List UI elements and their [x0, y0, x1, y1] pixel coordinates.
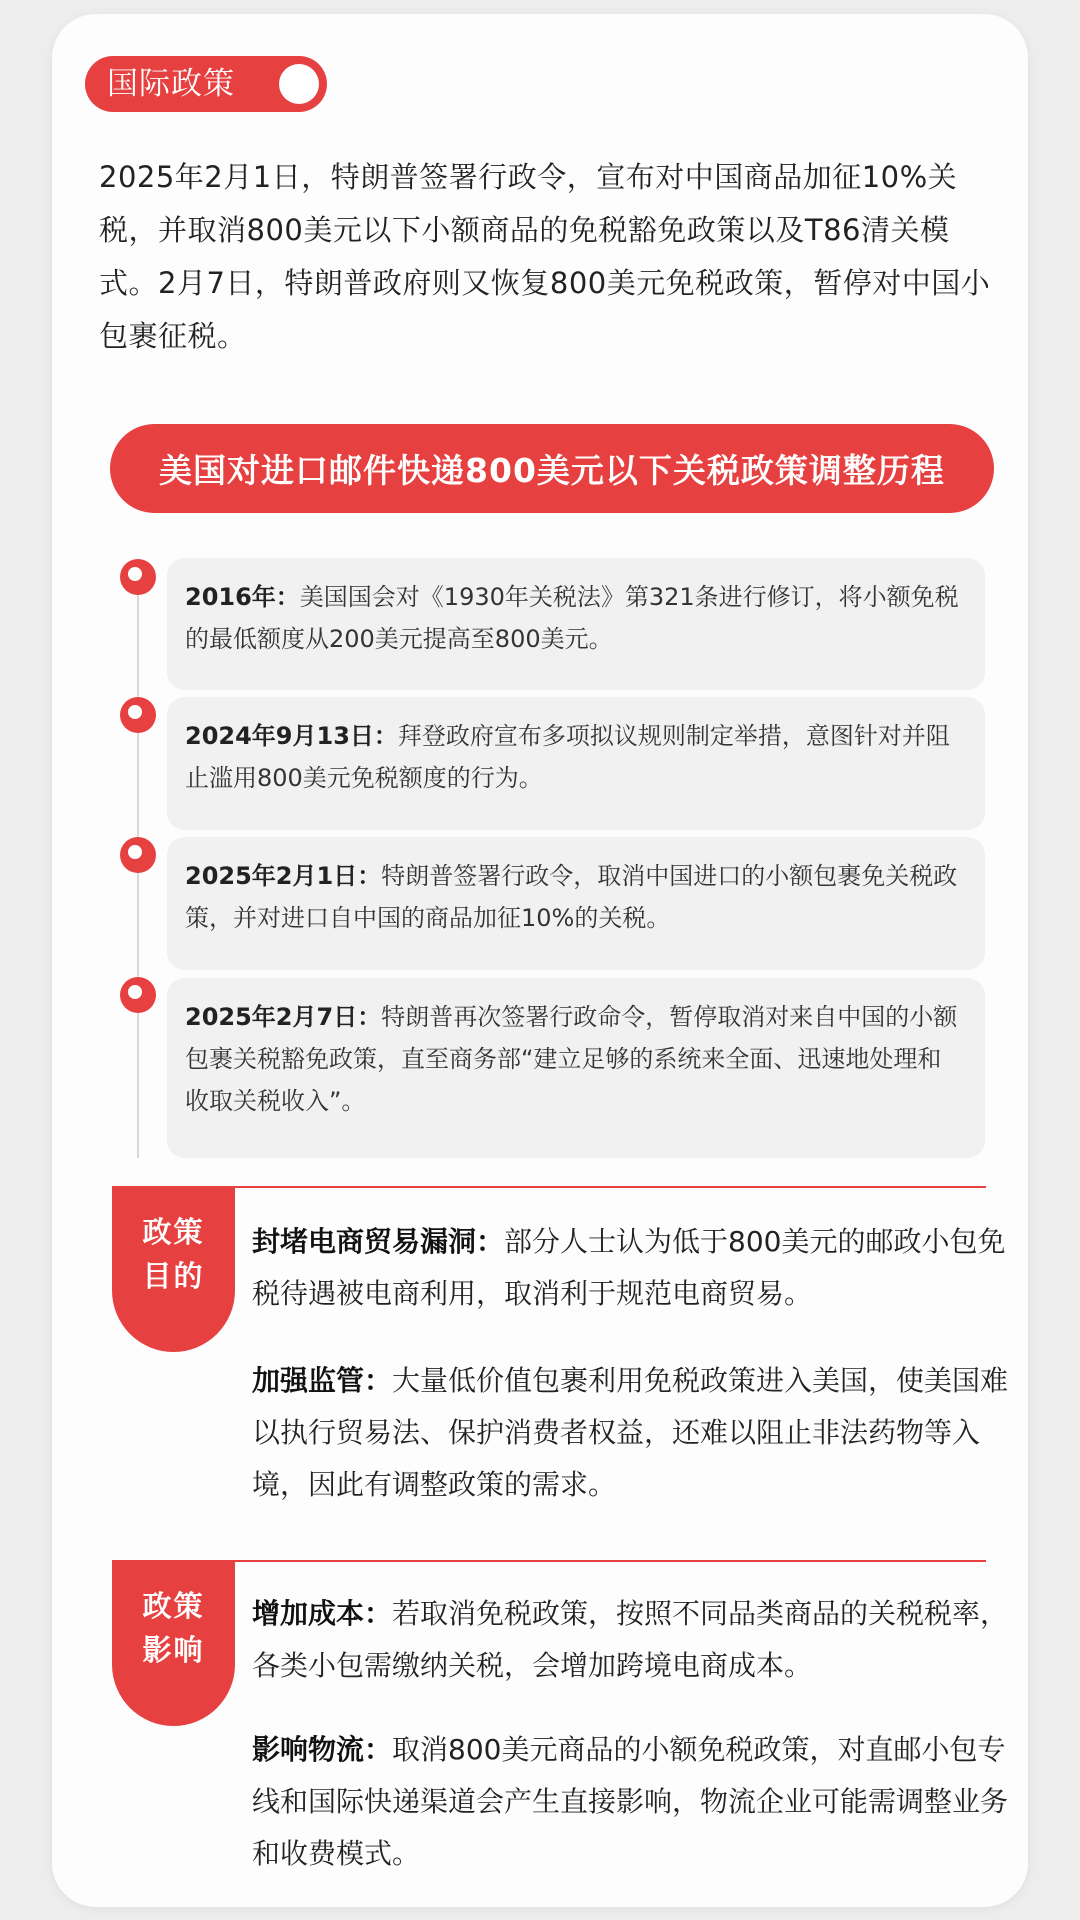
section-tag-label: 国际政策: [107, 66, 235, 102]
impact-item-text: 若取消免税政策，按照不同品类商品的关税税率，各类小包需缴纳关税，会增加跨境电商成本。: [252, 1597, 1009, 1682]
timeline-item: [167, 697, 985, 830]
purpose-tab: [112, 1188, 235, 1352]
timeline-banner-title: 美国对进口邮件快递800美元以下关税政策调整历程: [159, 451, 945, 490]
timeline-item: [167, 837, 985, 970]
tag-circle-icon: [279, 64, 319, 104]
timeline-dot-icon: [120, 837, 156, 873]
intro-paragraph: 2025年2月1日，特朗普签署行政令，宣布对中国商品加征10%关税，并取消800美元以下小额商品的免税豁免政策以及T86清关模式。2月7日，特朗普政府则又恢复800美元免税政策，暂停对中国小包裹征税。: [99, 160, 991, 353]
purpose-item: [252, 1355, 1012, 1511]
timeline-item: [167, 558, 985, 690]
timeline-dot-icon: [120, 559, 156, 595]
impact-item-title: 增加成本：: [252, 1597, 393, 1630]
timeline-text: 拜登政府宣布多项拟议规则制定举措，意图针对并阻止滥用800美元免税额度的行为。: [185, 722, 950, 792]
impact-tab-label: 政策影响: [142, 1589, 205, 1667]
impact-item: [252, 1724, 1012, 1880]
timeline-text: 美国国会对《1930年关税法》第321条进行修订，将小额免税的最低额度从200美元提高至800美元。: [185, 583, 959, 653]
timeline-item: [167, 978, 985, 1158]
purpose-item-title: 封堵电商贸易漏洞：: [252, 1225, 505, 1258]
purpose-item-text: 部分人士认为低于800美元的邮政小包免税待遇被电商利用，取消利于规范电商贸易。: [252, 1225, 1006, 1310]
timeline-line: [137, 592, 139, 1158]
purpose-item: [252, 1216, 1012, 1320]
impact-item: [252, 1588, 1012, 1692]
timeline-dot-icon: [120, 977, 156, 1013]
timeline-date: 2024年9月13日：: [185, 722, 398, 750]
purpose-tab-label: 政策目的: [142, 1215, 205, 1293]
impact-tab: [112, 1562, 235, 1726]
impact-item-title: 影响物流：: [252, 1733, 393, 1766]
impact-item-text: 取消800美元商品的小额免税政策，对直邮小包专线和国际快递渠道会产生直接影响，物流企业可能需调整业务和收费模式。: [252, 1733, 1009, 1870]
timeline-date: 2016年：: [185, 583, 300, 611]
timeline-text: 特朗普签署行政令，取消中国进口的小额包裹免关税政策，并对进口自中国的商品加征10%的关税。: [185, 862, 958, 932]
content-card: [52, 14, 1028, 1907]
purpose-item-title: 加强监管：: [252, 1364, 393, 1397]
timeline-date: 2025年2月7日：: [185, 1003, 382, 1031]
purpose-item-text: 大量低价值包裹利用免税政策进入美国，使美国难以执行贸易法、保护消费者权益，还难以阻止非法药物等入境，因此有调整政策的需求。: [252, 1364, 1009, 1501]
timeline-banner: [110, 424, 994, 513]
section-tag: [85, 56, 327, 112]
timeline-text: 特朗普再次签署行政命令，暂停取消对来自中国的小额包裹关税豁免政策，直至商务部“建立足够的系统来全面、迅速地处理和收取关税收入”。: [185, 1003, 958, 1115]
timeline-dot-icon: [120, 697, 156, 733]
section-divider: [112, 1560, 986, 1562]
section-divider: [112, 1186, 986, 1188]
timeline-date: 2025年2月1日：: [185, 862, 382, 890]
